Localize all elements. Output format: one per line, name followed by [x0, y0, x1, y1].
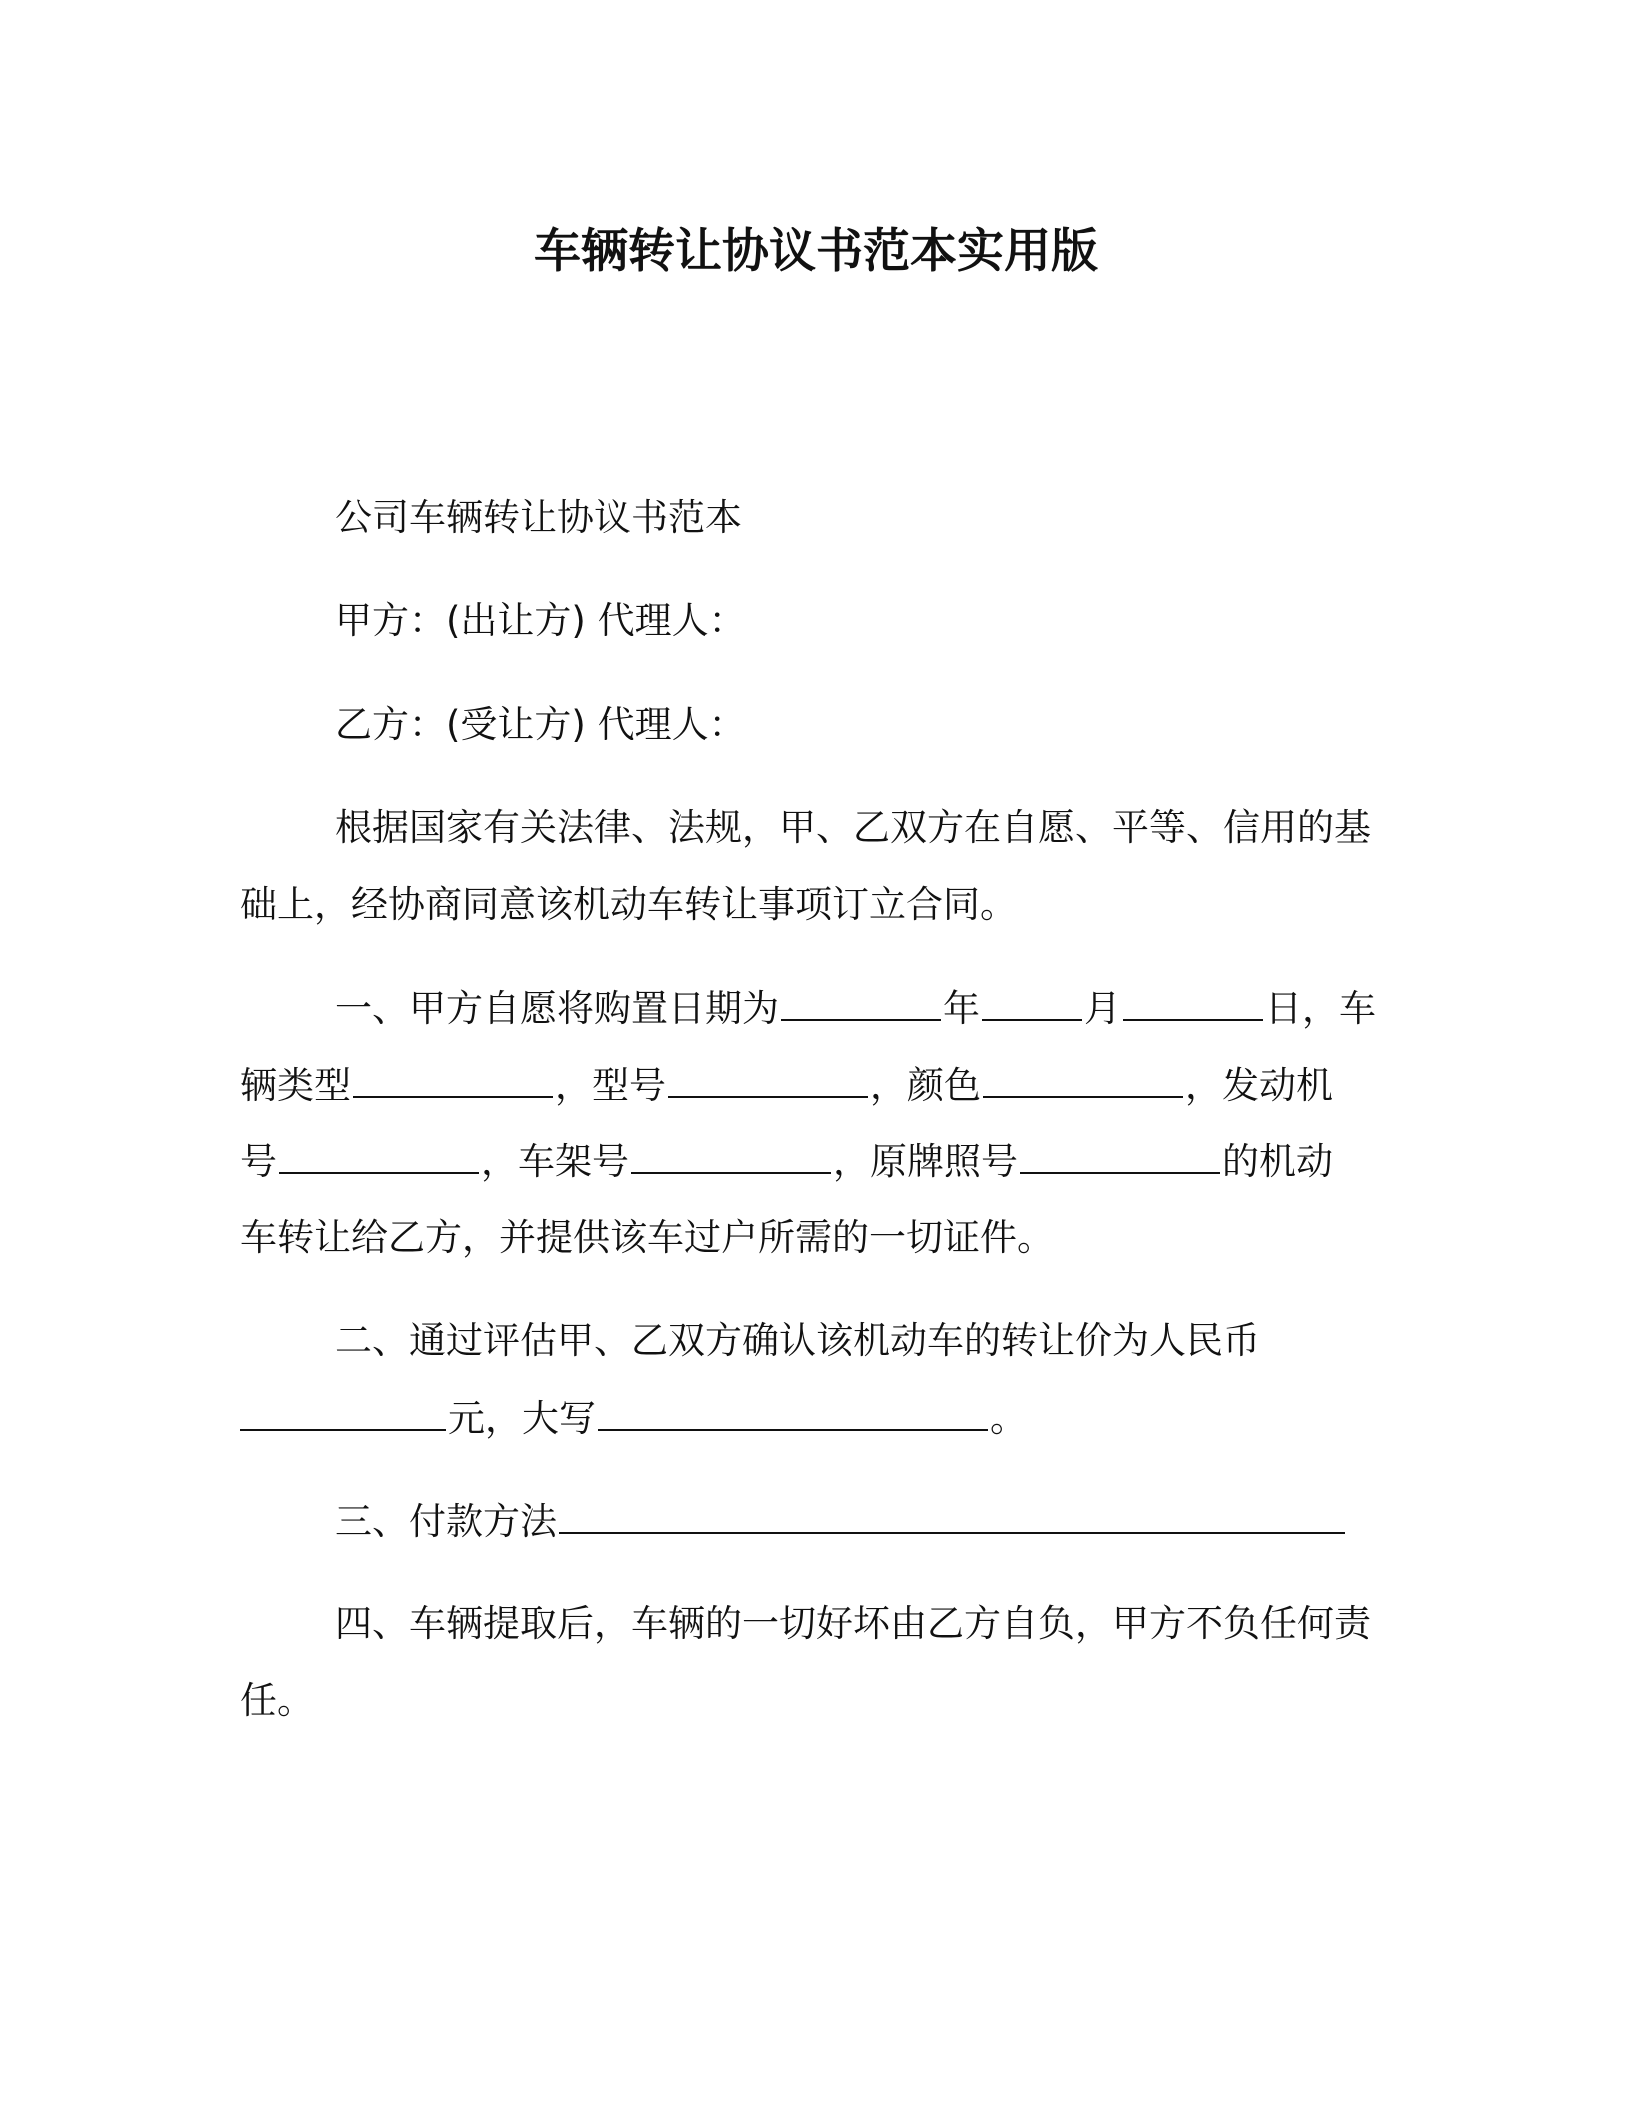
color-blank	[983, 1060, 1183, 1098]
intro-line-2: 础上，经协商同意该机动车转让事项订立合同。	[240, 883, 1017, 926]
clause-2-line-2	[240, 1393, 1027, 1444]
clause-1-text: ，型号	[555, 1064, 666, 1107]
clause-1-line-2	[240, 1060, 1333, 1111]
clause-3-line-1	[335, 1496, 1347, 1547]
document-subtitle: 公司车辆转让协议书范本	[335, 496, 742, 539]
clause-1-text: 一、甲方自愿将购置日期为	[335, 987, 779, 1030]
clause-1-text: 的机动	[1222, 1140, 1333, 1183]
plate-number-blank	[1020, 1136, 1220, 1174]
party-a-line: 甲方：(出让方) 代理人：	[335, 599, 746, 642]
vehicle-type-blank	[353, 1060, 553, 1098]
purchase-year-blank	[781, 983, 941, 1021]
document-title: 车辆转让协议书范本实用版	[534, 224, 1098, 279]
chassis-number-blank	[631, 1136, 831, 1174]
clause-1-text: ，发动机	[1185, 1064, 1333, 1107]
purchase-month-blank	[982, 983, 1082, 1021]
payment-method-blank	[559, 1496, 1345, 1534]
clause-4-line-1: 四、车辆提取后，车辆的一切好坏由乙方自负，甲方不负任何责	[335, 1602, 1371, 1645]
clause-1-text: ，原牌照号	[833, 1140, 1018, 1183]
clause-1-text: 日，车	[1265, 987, 1376, 1030]
clause-3-text: 三、付款方法	[335, 1500, 557, 1543]
price-words-blank	[598, 1393, 988, 1431]
clause-1-text: ，车架号	[481, 1140, 629, 1183]
clause-1-text: 年	[943, 987, 980, 1030]
clause-1-text: 辆类型	[240, 1064, 351, 1107]
intro-line-1: 根据国家有关法律、法规，甲、乙双方在自愿、平等、信用的基	[335, 806, 1371, 849]
price-blank	[240, 1393, 446, 1431]
purchase-day-blank	[1123, 983, 1263, 1021]
clause-2-text: 元，大写	[448, 1397, 596, 1440]
engine-number-blank	[279, 1136, 479, 1174]
model-blank	[668, 1060, 868, 1098]
clause-1-line-1	[335, 983, 1376, 1034]
clause-1-text: 号	[240, 1140, 277, 1183]
clause-1-text: ，颜色	[870, 1064, 981, 1107]
clause-4-line-2: 任。	[240, 1679, 314, 1722]
clause-2-line-1: 二、通过评估甲、乙双方确认该机动车的转让价为人民币	[335, 1319, 1260, 1362]
clause-2-text: 。	[990, 1397, 1027, 1440]
party-b-line: 乙方：(受让方) 代理人：	[335, 703, 746, 746]
clause-1-line-3	[240, 1136, 1333, 1187]
clause-1-line-4: 车转让给乙方，并提供该车过户所需的一切证件。	[240, 1216, 1054, 1259]
clause-1-text: 月	[1084, 987, 1121, 1030]
